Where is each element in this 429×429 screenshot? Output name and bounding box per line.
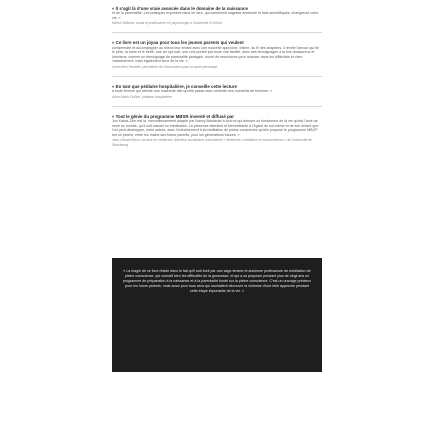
quote-body: comprendre et accompagner au mieux leur enfant avec une nouvelle approche. Intime, au fil des chapitres, il révèle l’amour qui lie le père, la mère et le bébé, une vie qui naît, une voix portée par toute une famille, avec des témoignages à la fois douloureux et lumineux, comme un témoignage de parentalité partagée, nourri de ressources pour avancer dans les difficultés et vivre l’attachement, mais également ceux de la vie. » — [112, 45, 319, 64]
endorsement-quote — [112, 114, 322, 147]
endorsement-quote — [112, 40, 322, 69]
quote-body: et de la parentalité. Les pratiques exposées dans ce livre, qui combinent sagesse ancienne et faits scientifiques, changeront votre vie. » — [112, 11, 319, 20]
quote-lead: « Il s’agit là d’une vraie avancée dans le domaine de la naissance — [112, 6, 248, 11]
endorsement-quote — [112, 84, 322, 99]
divider — [112, 32, 322, 33]
footer-band — [112, 258, 322, 372]
divider — [112, 106, 322, 107]
quote-lead: « Ce livre est un joyau pour tous les jeunes parents qui veulent — [112, 40, 244, 46]
endorsement-list — [112, 6, 322, 154]
divider — [112, 76, 322, 77]
quote-source: Geneviève Hamelin, présidente de l’Association pour la santé périnatale. — [112, 64, 219, 69]
quote-body: Jon Kabat-Zinn est là, merveilleusement adapté par Nancy Bardacke à tout ce qui entoure ce fondement de la vie qu’est l’acte de venir au monde, qu’il soit naturel ou médicalisé. La présence attentive et bienveillante à l’égard de soi-même et de son enfant que l’on peut développer, entre autres, avec l’entraînement à la méditation de pleine conscience qu’elle propose le programme MBCP est un parent, entre les mains des futurs parents, pour les générations futures. » — [112, 119, 319, 137]
quote-lead: « En tant que pédiatre hospitalière, je conseille cette lecture — [112, 84, 237, 90]
quote-source: Mirtha Williams, doula et professeure en psychologie à l’université d’Oxford. — [112, 21, 223, 26]
footer-quote: « La magie de ce livre réside dans le fait qu’il soit écrit par une sage-femme et ancienne professeure de méditation de pleine conscience, qui connaît bien les difficultés de la grossesse, et qui a su proposer pendant plus de vingt ans un programme de préparation à la naissance et à la parentalité fondé sur la pleine conscience. C’est un ouvrage précieux pour les futurs parents, mais aussi pour tous ceux qui souhaitent découvrir la richesse d’une telle approche pendant cette étape importante de la vie. » — [122, 269, 312, 293]
quote-source: Jean-Gérard Bloch, docteur en médecine, directeur du diplôme universitaire « Médecine, méditation et neurosciences » de l’université de Strasbourg. — [112, 138, 312, 147]
quote-body: à toute femme qui débute une maternité afin qu’elle passe avec sérénité ces moments de bonheur. » — [112, 89, 273, 94]
endorsement-quote — [112, 6, 322, 25]
quote-source: Anne-Marie Guillon, pédiatre hospitalière. — [112, 94, 173, 99]
quote-lead: « Tout le génie du programme MBSR inventé et diffusé par — [112, 114, 234, 119]
